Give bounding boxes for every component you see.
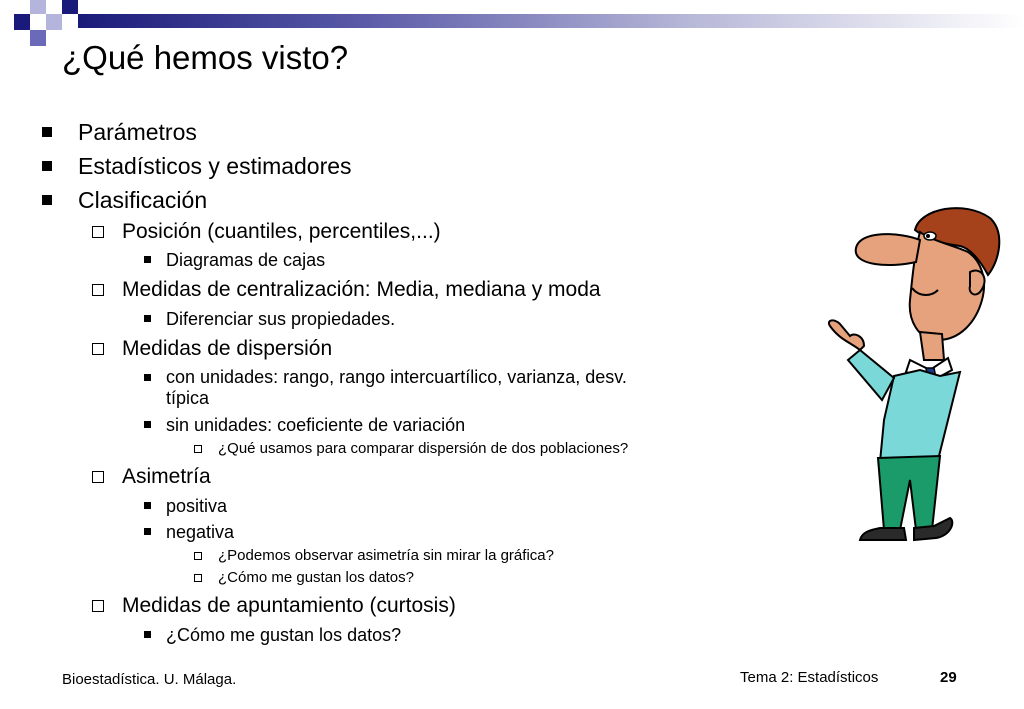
bullet-checkbox-icon <box>92 226 104 238</box>
bullet-item: ¿Cómo me gustan los datos? <box>218 569 414 586</box>
bullet-square-icon <box>144 374 151 381</box>
bullet-square-icon <box>144 315 151 322</box>
bullet-item: sin unidades: coeficiente de variación <box>166 415 466 435</box>
bullet-square-icon <box>144 421 151 428</box>
bullet-checkbox-icon <box>194 574 202 582</box>
bullet-checkbox-icon <box>194 552 202 560</box>
bullet-square-icon <box>42 195 52 205</box>
bullet-square-icon <box>144 528 151 535</box>
bullet-item: Medidas de apuntamiento (curtosis) <box>122 594 456 617</box>
bullet-item: Clasificación <box>78 187 208 213</box>
bullet-item-continuation: típica <box>166 388 210 408</box>
bullet-checkbox-icon <box>92 600 104 612</box>
bullet-item: Medidas de dispersión <box>122 337 333 360</box>
bullet-item: Parámetros <box>78 119 197 145</box>
title-gradient-bar <box>78 14 1024 28</box>
bullet-square-icon <box>144 256 151 263</box>
bullet-item: Diferenciar sus propiedades. <box>166 309 396 329</box>
bullet-item: positiva <box>166 496 228 516</box>
bullet-checkbox-icon <box>92 471 104 483</box>
bullet-square-icon <box>42 161 52 171</box>
bullet-square-icon <box>144 631 151 638</box>
bullet-item: ¿Cómo me gustan los datos? <box>166 625 402 645</box>
bullet-item: Medidas de centralización: Media, mediana y moda <box>122 278 601 301</box>
bullet-item: Posición (cuantiles, percentiles,...) <box>122 220 441 243</box>
slide-title: ¿Qué hemos visto? <box>62 39 349 76</box>
footer-topic: Tema 2: Estadísticos <box>740 669 879 686</box>
bullet-item: Asimetría <box>122 465 211 488</box>
bullet-square-icon <box>42 127 52 137</box>
bullet-checkbox-icon <box>194 445 202 453</box>
bullet-checkbox-icon <box>92 343 104 355</box>
bullet-item: Estadísticos y estimadores <box>78 153 352 179</box>
bullet-item: negativa <box>166 522 235 542</box>
bullet-item: Diagramas de cajas <box>166 250 326 270</box>
bullet-item: ¿Qué usamos para comparar dispersión de dos poblaciones? <box>218 440 629 457</box>
footer-institution: Bioestadística. U. Málaga. <box>62 671 237 688</box>
bullet-item: con unidades: rango, rango intercuartílico, varianza, desv. <box>166 367 627 387</box>
bullet-square-icon <box>144 502 151 509</box>
bullet-item: ¿Podemos observar asimetría sin mirar la gráfica? <box>218 547 554 564</box>
pointing-man-illustration <box>820 200 1010 545</box>
bullet-checkbox-icon <box>92 284 104 296</box>
page-number: 29 <box>940 669 957 686</box>
